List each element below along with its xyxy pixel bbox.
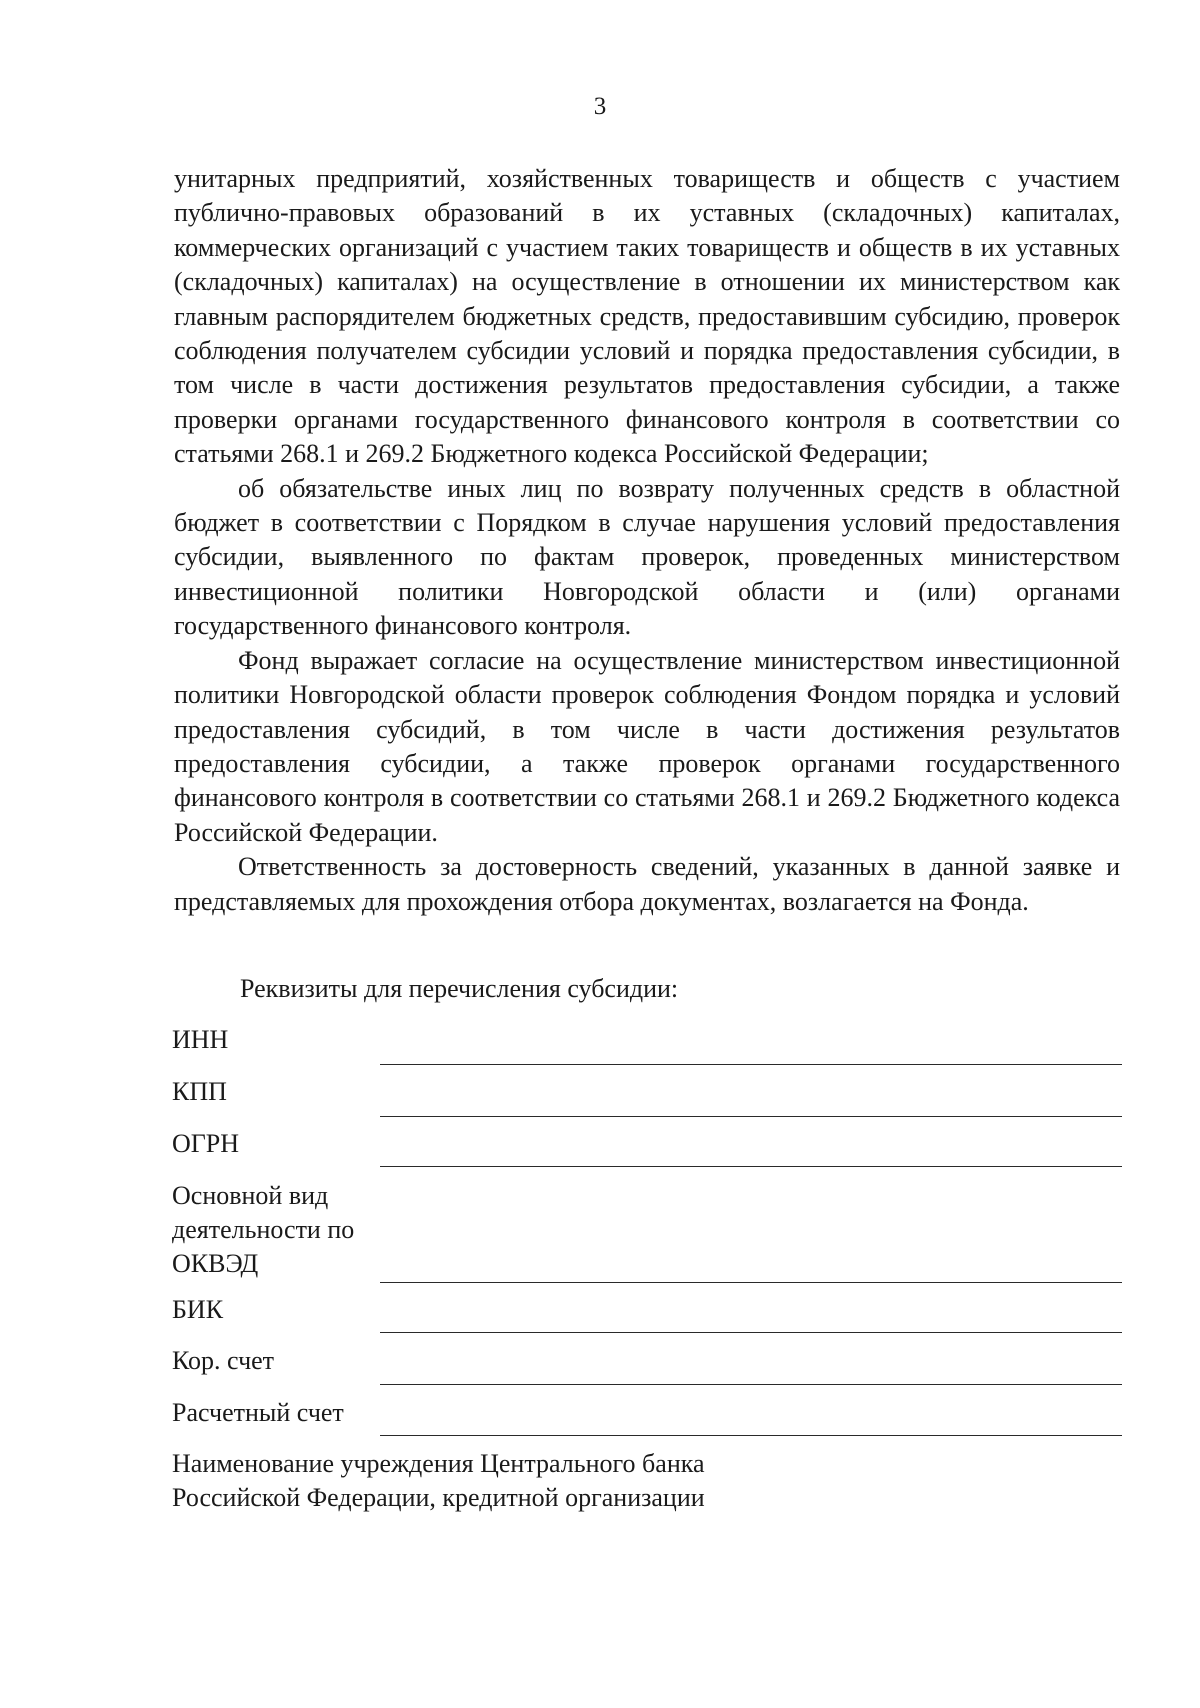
field-label-okved-line3: ОКВЭД: [172, 1249, 259, 1278]
field-line-settlement-account: [380, 1435, 1122, 1436]
field-label-ogrn: ОГРН: [172, 1129, 240, 1158]
field-label-kpp: КПП: [172, 1077, 227, 1106]
document-body: [174, 162, 1120, 919]
bank-name-label: [172, 1447, 705, 1515]
paragraph-obligation: об обязательстве иных лиц по возврату полученных средств в областной бюджет в соответствии с Порядком в случае нарушения условий предоставления субсидии, выявленного по фактам проверок, проведенных министерством инвестиционной политики Новгородской области и (или) органами государственного финансового контроля.: [174, 473, 1120, 641]
bank-name-line1: Наименование учреждения Центрального банка: [172, 1449, 705, 1478]
field-label-inn: ИНН: [172, 1025, 229, 1054]
paragraph-consent: Фонд выражает согласие на осуществление министерством инвестиционной политики Новгородской области проверок соблюдения Фондом порядка и условий предоставления субсидий, в том числе в части достижения результатов предоставления субсидии, а также проверок органами государственного финансового контроля в соответствии со статьями 268.1 и 269.2 Бюджетного кодекса Российской Федерации.: [174, 645, 1120, 847]
requisites-heading: Реквизиты для перечисления субсидии:: [240, 974, 679, 1003]
field-line-ogrn: [380, 1166, 1122, 1167]
field-label-settlement-account: Расчетный счет: [172, 1398, 344, 1427]
field-line-okved: [380, 1282, 1122, 1283]
field-line-kpp: [380, 1116, 1122, 1117]
field-line-inn: [380, 1064, 1122, 1065]
paragraph-continuation: унитарных предприятий, хозяйственных товариществ и обществ с участием публично-правовых образований в их уставных (складочных) капиталах, коммерческих организаций с участием таких товариществ и обществ в их уставных (складочных) капиталах) на осуществление в отношении их министерством как главным распорядителем бюджетных средств, предоставившим субсидию, проверок соблюдения получателем субсидии условий и порядка предоставления субсидии, в том числе в части достижения результатов предоставления субсидии, а также проверки органами государственного финансового контроля в соответствии со статьями 268.1 и 269.2 Бюджетного кодекса Российской Федерации;: [174, 164, 1120, 469]
bank-name-line2: Российской Федерации, кредитной организации: [172, 1483, 705, 1512]
field-line-corr-account: [380, 1384, 1122, 1385]
field-line-bik: [380, 1332, 1122, 1333]
paragraph-responsibility: Ответственность за достоверность сведений, указанных в данной заявке и представляемых для прохождения отбора документах, возлагается на Фонда.: [174, 852, 1120, 916]
field-label-bik: БИК: [172, 1295, 224, 1324]
page-number: 3: [593, 93, 607, 120]
field-label-okved-line2: деятельности по: [172, 1215, 355, 1244]
field-label-okved-line1: Основной вид: [172, 1181, 329, 1210]
field-label-corr-account: Кор. счет: [172, 1346, 275, 1375]
